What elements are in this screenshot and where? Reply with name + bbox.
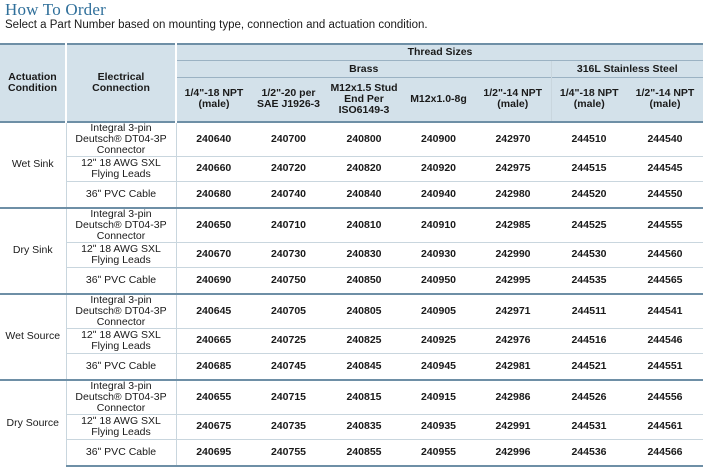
electrical-connection-header: Electrical Connection: [66, 44, 176, 122]
part-number: 244510: [551, 122, 627, 157]
part-number: 240750: [251, 268, 326, 294]
table-body: [0, 122, 703, 466]
part-number: 244561: [627, 414, 703, 440]
electrical-connection-cell: 36ʺ PVC Cable: [66, 354, 176, 380]
electrical-connection-cell: Integral 3-pin Deutsch® DT04-3P Connector: [66, 294, 176, 329]
brass-header: Brass: [176, 61, 551, 78]
part-number: 240925: [402, 328, 475, 354]
part-number: 244511: [551, 294, 627, 329]
actuation-condition-cell: Dry Sink: [0, 208, 66, 294]
part-number: 242975: [475, 156, 551, 182]
part-number: 240695: [176, 440, 251, 466]
electrical-connection-cell: 36ʺ PVC Cable: [66, 268, 176, 294]
part-number: 240830: [326, 242, 402, 268]
table-row: [0, 122, 703, 157]
part-number: 240835: [326, 414, 402, 440]
order-table: [0, 43, 703, 467]
part-number: 244566: [627, 440, 703, 466]
part-number: 244535: [551, 268, 627, 294]
part-number: 240690: [176, 268, 251, 294]
part-number: 240755: [251, 440, 326, 466]
table-row: [0, 440, 703, 466]
part-number: 240920: [402, 156, 475, 182]
table-row: [0, 242, 703, 268]
part-number: 244521: [551, 354, 627, 380]
table-row: [0, 156, 703, 182]
part-number: 240685: [176, 354, 251, 380]
part-number: 240655: [176, 380, 251, 415]
table-row: [0, 182, 703, 208]
part-number: 240705: [251, 294, 326, 329]
electrical-connection-cell: Integral 3-pin Deutsch® DT04-3P Connector: [66, 208, 176, 243]
part-number: 244526: [551, 380, 627, 415]
table-row: [0, 268, 703, 294]
part-number: 240715: [251, 380, 326, 415]
part-number: 240910: [402, 208, 475, 243]
part-number: 240645: [176, 294, 251, 329]
part-number: 242991: [475, 414, 551, 440]
part-number: 244520: [551, 182, 627, 208]
thread-col-header: 1/4ʺ-18 NPT (male): [551, 78, 627, 122]
part-number: 240745: [251, 354, 326, 380]
electrical-connection-cell: Integral 3-pin Deutsch® DT04-3P Connector: [66, 122, 176, 157]
part-number: 240905: [402, 294, 475, 329]
part-number: 242996: [475, 440, 551, 466]
part-number: 240730: [251, 242, 326, 268]
part-number: 240810: [326, 208, 402, 243]
part-number: 240710: [251, 208, 326, 243]
part-number: 240950: [402, 268, 475, 294]
electrical-connection-cell: 12ʺ 18 AWG SXL Flying Leads: [66, 242, 176, 268]
part-number: 244530: [551, 242, 627, 268]
part-number: 244556: [627, 380, 703, 415]
part-number: 244516: [551, 328, 627, 354]
part-number: 240955: [402, 440, 475, 466]
part-number: 242980: [475, 182, 551, 208]
table-row: [0, 354, 703, 380]
table-row: [0, 380, 703, 415]
part-number: 244545: [627, 156, 703, 182]
part-number: 240720: [251, 156, 326, 182]
actuation-condition-cell: Wet Source: [0, 294, 66, 380]
part-number: 240805: [326, 294, 402, 329]
part-number: 244560: [627, 242, 703, 268]
part-number: 240915: [402, 380, 475, 415]
part-number: 240675: [176, 414, 251, 440]
part-number: 244565: [627, 268, 703, 294]
part-number: 240670: [176, 242, 251, 268]
part-number: 240940: [402, 182, 475, 208]
electrical-connection-cell: 36ʺ PVC Cable: [66, 182, 176, 208]
part-number: 242976: [475, 328, 551, 354]
part-number: 244540: [627, 122, 703, 157]
electrical-connection-cell: 12ʺ 18 AWG SXL Flying Leads: [66, 414, 176, 440]
part-number: 240825: [326, 328, 402, 354]
part-number: 240900: [402, 122, 475, 157]
part-number: 244536: [551, 440, 627, 466]
part-number: 240855: [326, 440, 402, 466]
thread-col-header: M12x1.5 Stud End Per ISO6149-3: [326, 78, 402, 122]
part-number: 240665: [176, 328, 251, 354]
part-number: 242971: [475, 294, 551, 329]
part-number: 240700: [251, 122, 326, 157]
part-number: 244525: [551, 208, 627, 243]
part-number: 244555: [627, 208, 703, 243]
part-number: 240800: [326, 122, 402, 157]
part-number: 244515: [551, 156, 627, 182]
part-number: 240725: [251, 328, 326, 354]
part-number: 242981: [475, 354, 551, 380]
part-number: 240945: [402, 354, 475, 380]
thread-col-header: M12x1.0-8g: [402, 78, 475, 122]
part-number: 244546: [627, 328, 703, 354]
part-number: 242990: [475, 242, 551, 268]
part-number: 244531: [551, 414, 627, 440]
part-number: 244550: [627, 182, 703, 208]
electrical-connection-cell: 36ʺ PVC Cable: [66, 440, 176, 466]
table-header: [0, 44, 703, 122]
part-number: 242986: [475, 380, 551, 415]
page-subtitle: Select a Part Number based on mounting type, connection and actuation condition.: [5, 19, 428, 31]
stainless-header: 316L Stainless Steel: [551, 61, 703, 78]
electrical-connection-cell: Integral 3-pin Deutsch® DT04-3P Connector: [66, 380, 176, 415]
thread-col-header: 1/2ʺ-14 NPT (male): [475, 78, 551, 122]
part-number: 240840: [326, 182, 402, 208]
part-number: 244551: [627, 354, 703, 380]
part-number: 242985: [475, 208, 551, 243]
table-row: [0, 328, 703, 354]
part-number: 240930: [402, 242, 475, 268]
thread-sizes-header: Thread Sizes: [176, 44, 703, 61]
thread-col-header: 1/2ʺ-20 per SAE J1926-3: [251, 78, 326, 122]
part-number: 244541: [627, 294, 703, 329]
electrical-connection-cell: 12ʺ 18 AWG SXL Flying Leads: [66, 156, 176, 182]
actuation-condition-cell: Dry Source: [0, 380, 66, 466]
table-row: [0, 208, 703, 243]
part-number: 240820: [326, 156, 402, 182]
actuation-condition-cell: Wet Sink: [0, 122, 66, 208]
part-number: 240640: [176, 122, 251, 157]
part-number: 240735: [251, 414, 326, 440]
part-number: 240660: [176, 156, 251, 182]
part-number: 240815: [326, 380, 402, 415]
thread-col-header: 1/4ʺ-18 NPT (male): [176, 78, 251, 122]
part-number: 242995: [475, 268, 551, 294]
part-number: 240650: [176, 208, 251, 243]
part-number: 242970: [475, 122, 551, 157]
part-number: 240935: [402, 414, 475, 440]
part-number: 240740: [251, 182, 326, 208]
table-row: [0, 294, 703, 329]
part-number: 240850: [326, 268, 402, 294]
part-number: 240845: [326, 354, 402, 380]
electrical-connection-cell: 12ʺ 18 AWG SXL Flying Leads: [66, 328, 176, 354]
page-title: How To Order: [5, 0, 106, 19]
thread-col-header: 1/2ʺ-14 NPT (male): [627, 78, 703, 122]
part-number: 240680: [176, 182, 251, 208]
actuation-condition-header: Actuation Condition: [0, 44, 66, 122]
